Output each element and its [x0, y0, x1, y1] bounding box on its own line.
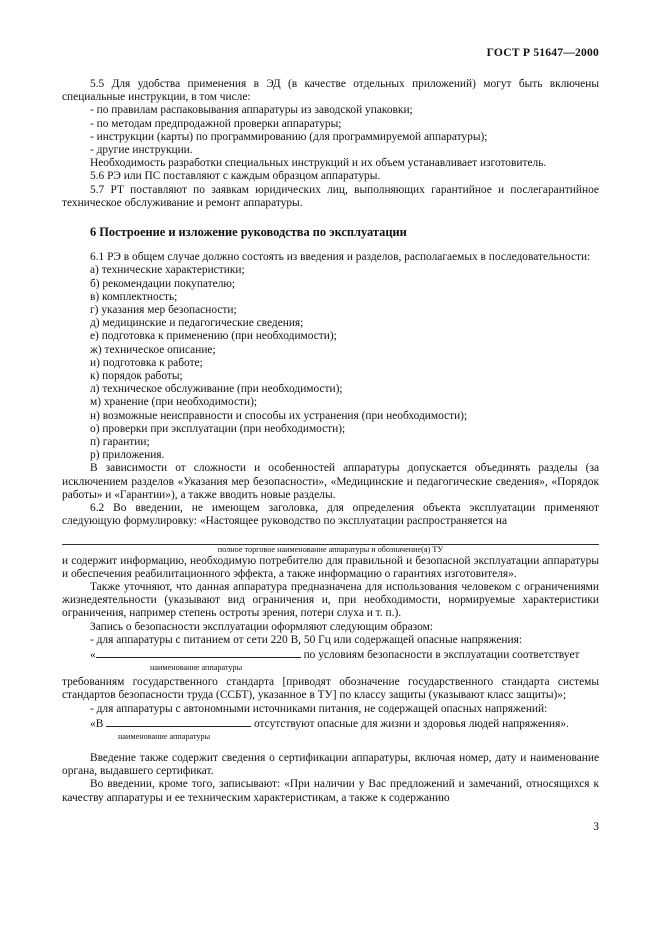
- quote-row-2: [90, 716, 599, 745]
- list-item-v: в) комплектность;: [90, 290, 178, 303]
- para-limitations: Также уточняют, что данная аппаратура предназначена для использования человеком с ограничениями жизнедеятельности (указывают вид ограничения и, при необходимости, нормируемые характеристики ограничения, например степень остроты зрения, потери слуха и т. п.).: [62, 580, 599, 620]
- section-6-heading: 6 Построение и изложение руководства по эксплуатации: [90, 225, 407, 240]
- quote-text: отсутствуют опасные для жизни и здоровья людей напряжения».: [254, 717, 569, 730]
- para-autonomous: - для аппаратуры с автономными источниками питания, не содержащей опасных напряжений:: [90, 702, 548, 715]
- list-item-o: о) проверки при эксплуатации (при необходимости);: [90, 422, 346, 435]
- para-6-2-cont: и содержит информацию, необходимую потребителю для правильной и безопасной эксплуатации аппаратуры и обеспечения реабилитационного эффекта, а также информацию о гарантиях изготовителя».: [62, 554, 599, 580]
- quote-text: по условиям безопасности в эксплуатации соответствует: [303, 648, 580, 661]
- para-requirements: требованиям государственного стандарта [приводят обозначение государственного стандарта системы стандартов безопасности труда (ССБТ), указанное в ТУ] по классу защиты (указывают класс защиты)»;: [62, 676, 599, 702]
- list-item-g: г) указания мер безопасности;: [90, 304, 237, 317]
- para-certification: Введение также содержит сведения о сертификации аппаратуры, включая номер, дату и наименование органа, выдавшего сертификат.: [62, 751, 599, 778]
- list-item-5-5-4: - другие инструкции.: [90, 144, 193, 157]
- page-number: 3: [593, 820, 599, 833]
- list-item-p: п) гарантии;: [90, 436, 150, 449]
- list-item-5-5-2: - по методам предпродажной проверки аппаратуры;: [90, 117, 342, 130]
- underline-blank: [96, 647, 301, 658]
- para-6-1: 6.1 РЭ в общем случае должно состоять из введения и разделов, располагаемых в последовательности:: [90, 251, 591, 264]
- blank-line-caption: полное торговое наименование аппаратуры и обозначение(я) ТУ: [217, 544, 444, 554]
- quote-open: «: [90, 648, 96, 661]
- para-6-2: 6.2 Во введении, не имеющем заголовка, для определения объекта эксплуатации применяют следующую формулировку: «Настоящее руководство по эксплуатации распространяется на: [62, 502, 599, 528]
- para-5-5: 5.5 Для удобства применения в ЭД (в качестве отдельных приложений) могут быть включены специальные инструкции, в том числе:: [62, 78, 599, 104]
- para-network-power: - для аппаратуры с питанием от сети 220 В, 50 Гц или содержащей опасные напряжения:: [90, 633, 522, 646]
- underline-caption: наименование аппаратуры: [118, 731, 211, 741]
- underline-blank: [106, 716, 251, 727]
- underline-caption: наименование аппаратуры: [150, 662, 243, 672]
- page-body: [62, 78, 599, 805]
- list-item-d: д) медицинские и педагогические сведения;: [90, 317, 304, 330]
- list-item-zh: ж) техническое описание;: [90, 343, 216, 356]
- para-5-5-note: Необходимость разработки специальных инструкций и их объем устанавливает изготовитель.: [90, 157, 547, 170]
- list-item-n: н) возможные неисправности и способы их устранения (при необходимости);: [90, 409, 468, 422]
- para-safety-intro: Запись о безопасности эксплуатации оформляют следующим образом:: [90, 620, 433, 633]
- list-item-m: м) хранение (при необходимости);: [90, 396, 258, 409]
- para-5-7: 5.7 РТ поставляют по заявкам юридических лиц, выполняющих гарантийное и послегарантийное техническое обслуживание и ремонт аппаратуры.: [62, 183, 599, 209]
- page-header-standard-code: ГОСТ Р 51647—2000: [486, 46, 599, 59]
- para-5-6: 5.6 РЭ или ПС поставляют с каждым образцом аппаратуры.: [90, 170, 381, 183]
- list-item-i: и) подготовка к работе;: [90, 356, 203, 369]
- list-item-5-5-1: - по правилам распаковывания аппаратуры из заводской упаковки;: [90, 104, 413, 117]
- list-item-5-5-3: - инструкции (карты) по программированию (для программируемой аппаратуры);: [90, 130, 488, 143]
- blank-line-device-name: [62, 537, 599, 555]
- blank-line: [62, 537, 599, 545]
- list-item-l: л) техническое обслуживание (при необходимости);: [90, 383, 343, 396]
- list-item-k: к) порядок работы;: [90, 370, 183, 383]
- quote-row-1: [90, 647, 599, 676]
- list-item-r: р) приложения.: [90, 449, 165, 462]
- quote-open: «В: [90, 717, 104, 730]
- list-item-e: е) подготовка к применению (при необходимости);: [90, 330, 337, 343]
- para-6-1-note: В зависимости от сложности и особенностей аппаратуры допускается объединять разделы (за исключением разделов «Указания мер безопасности», «Медицинские и педагогические сведения», «Порядок работы» и «Гарантии»), а также вводить новые разделы.: [62, 462, 599, 501]
- list-item-b: б) рекомендации покупателю;: [90, 277, 236, 290]
- list-item-a: а) технические характеристики;: [90, 264, 245, 277]
- para-proposals: Во введении, кроме того, записывают: «При наличии у Вас предложений и замечаний, относящихся к качеству аппаратуры и ее техническим характеристикам, а также к содержанию: [62, 778, 599, 804]
